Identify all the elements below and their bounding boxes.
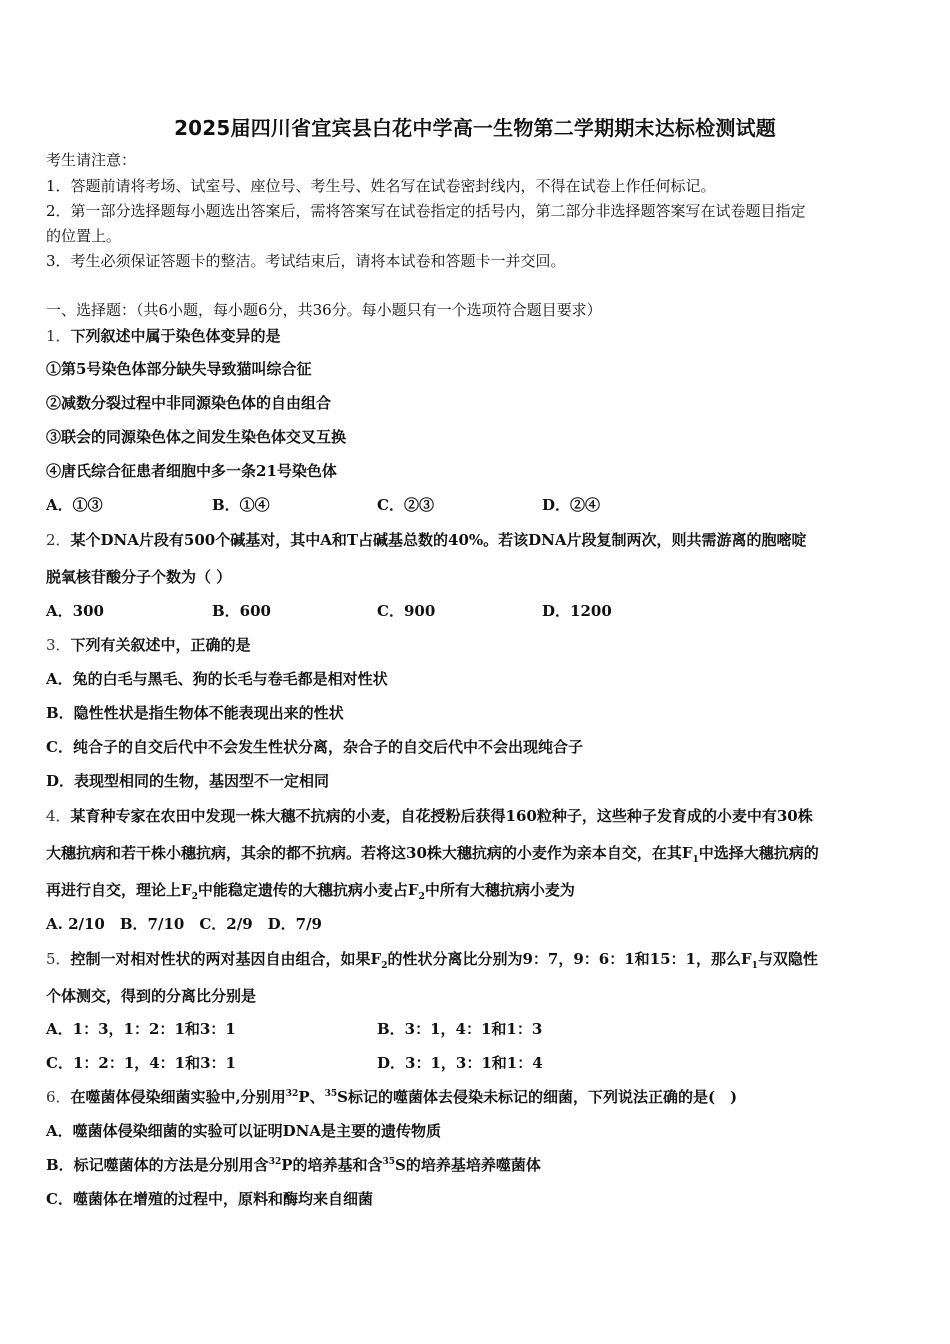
question-2 (46, 530, 807, 550)
stem-text: 中能稳定遗传的大穗抗病小麦占F (197, 881, 419, 899)
q1-option-a: A．①③ (46, 496, 103, 514)
stem-text: 中所有大穗抗病小麦为 (424, 881, 575, 899)
q3-option-a: A．兔的白毛与黑毛、狗的长毛与卷毛都是相对性状 (46, 670, 388, 688)
q2-option-d: D．1200 (542, 602, 612, 620)
subscript: 1 (751, 961, 758, 971)
question-3 (46, 635, 251, 655)
notice-item-2-cont: 的位置上。 (46, 227, 122, 245)
subscript: 2 (191, 892, 198, 902)
question-stem: 下列叙述中属于染色体变异的是 (70, 327, 281, 345)
notice-item-3: 3．考生必须保证答题卡的整洁。考试结束后，请将本试卷和答题卡一并交回。 (46, 252, 566, 270)
q3-option-c: C．纯合子的自交后代中不会发生性状分离，杂合子的自交后代中不会出现纯合子 (46, 738, 583, 756)
q5-option-a: A．1：3，1：2：1和3：1 (46, 1020, 236, 1038)
q2-option-a: A．300 (46, 602, 104, 620)
stem-text: 与双隐性 (757, 950, 818, 968)
question-number: 2． (46, 531, 71, 549)
superscript: 35 (382, 1157, 396, 1167)
stem-text: 控制一对相对性状的两对基因自由组合，如果F (70, 950, 382, 968)
notice-item-1: 1．答题前请将考场、试室号、座位号、考生号、姓名写在试卷密封线内，不得在试卷上作任何标记。 (46, 177, 716, 195)
stem-text: 的性状分离比分别为9：7，9：6：1和15：1，那么F (387, 950, 752, 968)
q1-option-d: D．②④ (542, 496, 601, 514)
question-number: 3． (46, 636, 71, 654)
q6-option-a: A．噬菌体侵染细菌的实验可以证明DNA是主要的遗传物质 (46, 1122, 441, 1140)
subscript: 2 (381, 961, 388, 971)
question-2-cont: 脱氧核苷酸分子个数为（ ） (46, 568, 232, 586)
q2-option-b: B．600 (212, 602, 271, 620)
stem-text: 中选择大穗抗病的 (698, 844, 819, 862)
page-title: 2025届四川省宜宾县白花中学高一生物第二学期期末达标检测试题 (174, 116, 776, 140)
q1-statement-4: ④唐氏综合征患者细胞中多一条21号染色体 (46, 462, 337, 480)
q5-option-d: D．3：1，3：1和1：4 (377, 1054, 543, 1072)
q5-option-b: B．3：1，4：1和1：3 (377, 1020, 543, 1038)
question-5 (46, 949, 818, 969)
question-4-line-3 (46, 880, 575, 900)
subscript: 2 (418, 892, 425, 902)
superscript: 35 (324, 1089, 338, 1099)
option-text: P的培养基和含 (281, 1156, 383, 1174)
option-text: B．标记噬菌体的方法是分别用含 (46, 1156, 269, 1174)
question-number: 4． (46, 807, 71, 825)
notice-item-2: 2．第一部分选择题每小题选出答案后，需将答案写在试卷指定的括号内，第二部分非选择题答案写在试卷题目指定 (46, 202, 806, 220)
question-stem: 下列有关叙述中，正确的是 (70, 636, 251, 654)
q1-option-c: C．②③ (377, 496, 434, 514)
q1-statement-1: ①第5号染色体部分缺失导致猫叫综合征 (46, 360, 312, 378)
question-stem: 某个DNA片段有500个碱基对，其中A和T占碱基总数的40%。若该DNA片段复制两次，则共需游离的胞嘧啶 (70, 531, 807, 549)
stem-text: 在噬菌体侵染细菌实验中,分别用 (70, 1088, 286, 1106)
question-4-line-2 (46, 843, 819, 863)
question-number: 5． (46, 950, 71, 968)
question-stem: 某育种专家在农田中发现一株大穗不抗病的小麦，自花授粉后获得160粒种子，这些种子发育成的小麦中有30株 (70, 807, 813, 825)
stem-text: S标记的噬菌体去侵染未标记的细菌，下列说法正确的是( ) (337, 1088, 738, 1106)
question-6 (46, 1087, 737, 1107)
question-number: 6． (46, 1088, 71, 1106)
notice-heading: 考生请注意： (46, 151, 137, 169)
q5-option-c: C．1：2：1，4：1和3：1 (46, 1054, 236, 1072)
q6-option-b (46, 1155, 541, 1175)
question-5-cont: 个体测交，得到的分离比分别是 (46, 987, 257, 1005)
q1-statement-3: ③联会的同源染色体之间发生染色体交叉互换 (46, 428, 347, 446)
q2-option-c: C．900 (377, 602, 436, 620)
superscript: 32 (285, 1089, 299, 1099)
q3-option-b: B．隐性性状是指生物体不能表现出来的性状 (46, 704, 344, 722)
option-text: S的培养基培养噬菌体 (395, 1156, 541, 1174)
superscript: 32 (268, 1157, 282, 1167)
q1-statement-2: ②减数分裂过程中非同源染色体的自由组合 (46, 394, 332, 412)
question-1 (46, 326, 281, 346)
question-number: 1． (46, 327, 71, 345)
q3-option-d: D．表现型相同的生物，基因型不一定相同 (46, 772, 330, 790)
stem-text: 再进行自交，理论上F (46, 881, 192, 899)
stem-text: 大穗抗病和若干株小穗抗病，其余的都不抗病。若将这30株大穗抗病的小麦作为亲本自交，在其F (46, 844, 693, 862)
q6-option-c: C．噬菌体在增殖的过程中，原料和酶均来自细菌 (46, 1190, 373, 1208)
question-4 (46, 806, 813, 826)
stem-text: P、 (298, 1088, 325, 1106)
section-heading: 一、选择题：（共6小题，每小题6分，共36分。每小题只有一个选项符合题目要求） (46, 301, 602, 319)
q1-option-b: B．①④ (212, 496, 270, 514)
q4-options: A. 2/10 B．7/10 C．2/9 D．7/9 (46, 915, 322, 933)
subscript: 1 (692, 855, 699, 865)
